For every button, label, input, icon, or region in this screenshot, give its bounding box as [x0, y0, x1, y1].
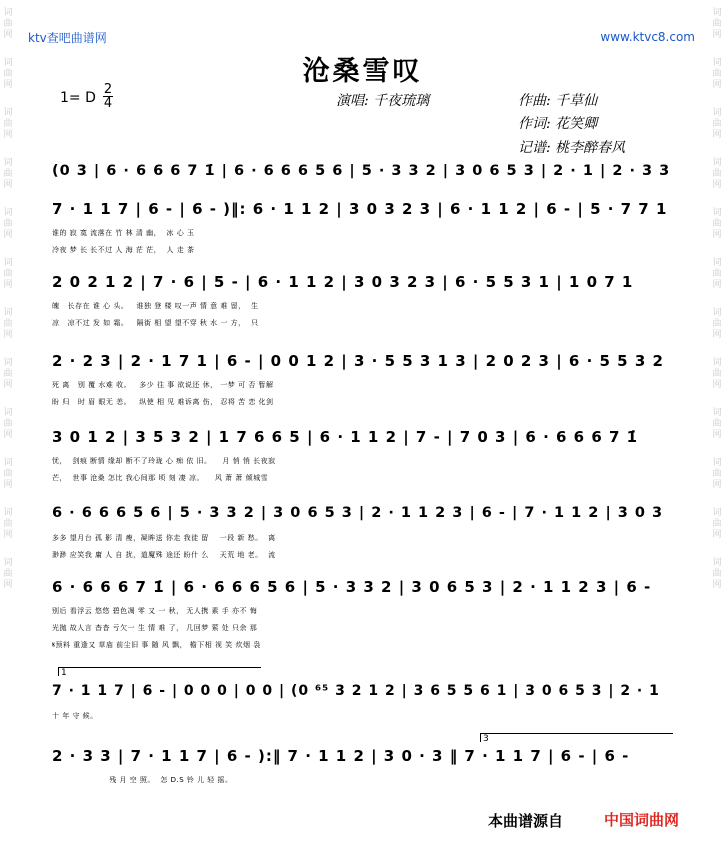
- key-signature: 1= D: [60, 90, 96, 106]
- notation-line: [52, 747, 680, 771]
- watermark-right: [709, 0, 725, 592]
- lyric-line: 多多 望月台 孤 影 清 瘦，凝眸送 你走 我徒 留 一段 新 愁。 离: [52, 534, 276, 542]
- watermark-glyph: 词 曲 网: [712, 8, 722, 40]
- lyric-line: 芒， 世事 沧桑 怎比 我心间那 顷 刻 凄 凉。 风 萧 萧 倾城雪: [52, 474, 269, 482]
- lyric-line: 光抛 故人言 杳杳 亏欠一 生 情 难 了， 几回梦 萦 处 只余 那: [52, 624, 258, 632]
- watermark-glyph: 词 曲 网: [3, 458, 13, 490]
- notation-line: [52, 352, 680, 376]
- first-ending-bracket: 1: [58, 667, 261, 676]
- watermark-glyph: 词 曲 网: [712, 158, 722, 190]
- lyric-line: 残 月 空 照。 怎 D.S 铃 儿 轻 摇。: [52, 776, 233, 784]
- watermark-glyph: 词 曲 网: [3, 408, 13, 440]
- notation-text: 3 0 1 2 | 3 5 3 2 | 1 7 6 6 5 | 6 · 1 1 2 | 7 - | 7 0 3 | 6 · 6 6 6 7 1̇: [52, 428, 639, 446]
- meter-top: 2: [103, 82, 113, 97]
- lyric-line: 凉 凉不过 发 如 霜。 隔街 相 望 望不穿 秋 水 一 方， 只: [52, 319, 259, 327]
- watermark-glyph: 词 曲 网: [3, 558, 13, 590]
- lyric-line: 死 离 别 覆 水难 收。 多少 往 事 欲说还 休， 一梦 可 否 暂解: [52, 381, 274, 389]
- lyric-line: 别后 看浮云 悠悠 碧色凋 零 又 一 秋， 无人携 素 手 亦不 悔: [52, 607, 258, 615]
- watermark-glyph: 词 曲 网: [3, 358, 13, 390]
- notation-line: [52, 578, 680, 602]
- watermark-glyph: 词 曲 网: [712, 508, 722, 540]
- watermark-glyph: 词 曲 网: [3, 108, 13, 140]
- watermark-glyph: 词 曲 网: [712, 58, 722, 90]
- singer-credit: 演唱: 千夜琉璃: [336, 93, 430, 109]
- watermark-glyph: 词 曲 网: [712, 208, 722, 240]
- watermark-glyph: 词 曲 网: [3, 208, 13, 240]
- notation-text: 6 · 6 6 6 5 6 | 5 · 3 3 2 | 3 0 6 5 3 | 2 · 1 1 2 3 | 6 - | 7 · 1 1 2 | 3 0 3: [52, 505, 664, 521]
- lyric-line: 忧， 剑痕 断情 缘却 断不了玲珑 心 痴 依 旧。 月 悄 悄 长夜寂: [52, 457, 276, 465]
- lyric-line: 𝄋预料 重逢又 草庙 前尘旧 事 随 风 飘， 檐下相 视 笑 炊烟 袅: [52, 641, 261, 649]
- lyricist-credit: 作词: 花笑卿: [518, 116, 598, 132]
- watermark-left: [0, 0, 16, 592]
- notation-text: 7 · 1 1 7 | 6 - | 6 - )‖: 6 · 1 1 2 | 3 0 3 2 3 | 6 · 1 1 2 | 6 - | 5 · 7 7 1: [52, 200, 668, 218]
- footer-source-label: 本曲谱源自: [488, 812, 564, 830]
- notation-line: [52, 428, 680, 452]
- notation-text: 2 · 2 3 | 2 · 1 7 1 | 6 - | 0 0 1 2 | 3 · 5 5 3 1 3 | 2 0 2 3 | 6 · 5 5 3 2: [52, 352, 664, 370]
- lyric-line: 渺渺 应笑我 庸 人 自 扰，道魔殊 途还 盼什 么 天荒 地 老。 流: [52, 551, 276, 559]
- lyric-line: 谁的 寂 寞 流落在 竹 林 清 幽， 冰 心 玉: [52, 229, 195, 237]
- notation-text: 7 · 1 1 7 | 6 - | 0 0 0 | 0 0 | (0 ⁶⁵ 3 2 1 2 | 3 6 5 5 6 1 | 3 0 6 5 3 | 2 · 1: [52, 683, 660, 699]
- watermark-glyph: 词 曲 网: [712, 358, 722, 390]
- notation-text: 2 0 2 1 2 | 7 · 6 | 5 - | 6 · 1 1 2 | 3 0 3 2 3 | 6 · 5 5 3 1 | 1 0 7 1: [52, 273, 634, 291]
- lyric-line: 盼 归 时 眉 眼无 恙。 纵使 相 见 难诉离 伤， 忍将 苦 恋 化剑: [52, 398, 274, 406]
- watermark-glyph: 词 曲 网: [3, 158, 13, 190]
- time-signature: [103, 83, 113, 110]
- watermark-glyph: 词 曲 网: [3, 508, 13, 540]
- transcriber-credit: 记谱: 桃李醉春风: [518, 140, 626, 156]
- watermark-glyph: 词 曲 网: [3, 8, 13, 40]
- notation-line: [52, 273, 680, 297]
- lyric-line: 魄 长存在 谁 心 头。 谁独 登 楼 叹一声 情 意 难 留， 生: [52, 302, 259, 310]
- notation-text: (0 3 | 6 · 6 6 6 7 1̇ | 6 · 6 6 6 5 6 | 5 · 3 3 2 | 3 0 6 5 3 | 2 · 1 | 2 · 3 3: [52, 163, 671, 179]
- watermark-glyph: 词 曲 网: [3, 308, 13, 340]
- watermark-glyph: 词 曲 网: [712, 408, 722, 440]
- site-link-right[interactable]: www.ktvc8.com: [600, 30, 695, 44]
- notation-line: [52, 163, 680, 187]
- lyric-line: 冷夜 梦 长 长不过 人 海 茫 茫， 人 走 茶: [52, 246, 195, 254]
- watermark-glyph: 词 曲 网: [712, 108, 722, 140]
- song-title: 沧桑雪叹: [302, 56, 423, 87]
- site-link-left[interactable]: ktv查吧曲谱网: [28, 31, 107, 45]
- watermark-glyph: 词 曲 网: [712, 258, 722, 290]
- watermark-glyph: 词 曲 网: [3, 58, 13, 90]
- notation-line: [52, 200, 680, 224]
- notation-line: [52, 505, 680, 529]
- composer-credit: 作曲: 千草仙: [518, 93, 598, 109]
- watermark-glyph: 词 曲 网: [712, 458, 722, 490]
- notation-line: [52, 683, 680, 707]
- notation-text: 2 · 3 3 | 7 · 1 1 7 | 6 - ):‖ 7 · 1 1 2 | 3 0 · 3 ‖ 7 · 1 1 7 | 6 - | 6 -: [52, 747, 630, 765]
- watermark-glyph: 词 曲 网: [3, 258, 13, 290]
- footer-site-link[interactable]: 中国词曲网: [604, 811, 680, 829]
- watermark-glyph: 词 曲 网: [712, 558, 722, 590]
- meter-bottom: 4: [103, 96, 113, 111]
- third-ending-bracket: 3: [480, 733, 673, 742]
- notation-text: 6 · 6 6 6 7 1̇ | 6 · 6 6 6 5 6 | 5 · 3 3 2 | 3 0 6 5 3 | 2 · 1 1 2 3 | 6 -: [52, 578, 652, 596]
- lyric-line: 十 年 守 候。: [52, 712, 98, 720]
- watermark-glyph: 词 曲 网: [712, 308, 722, 340]
